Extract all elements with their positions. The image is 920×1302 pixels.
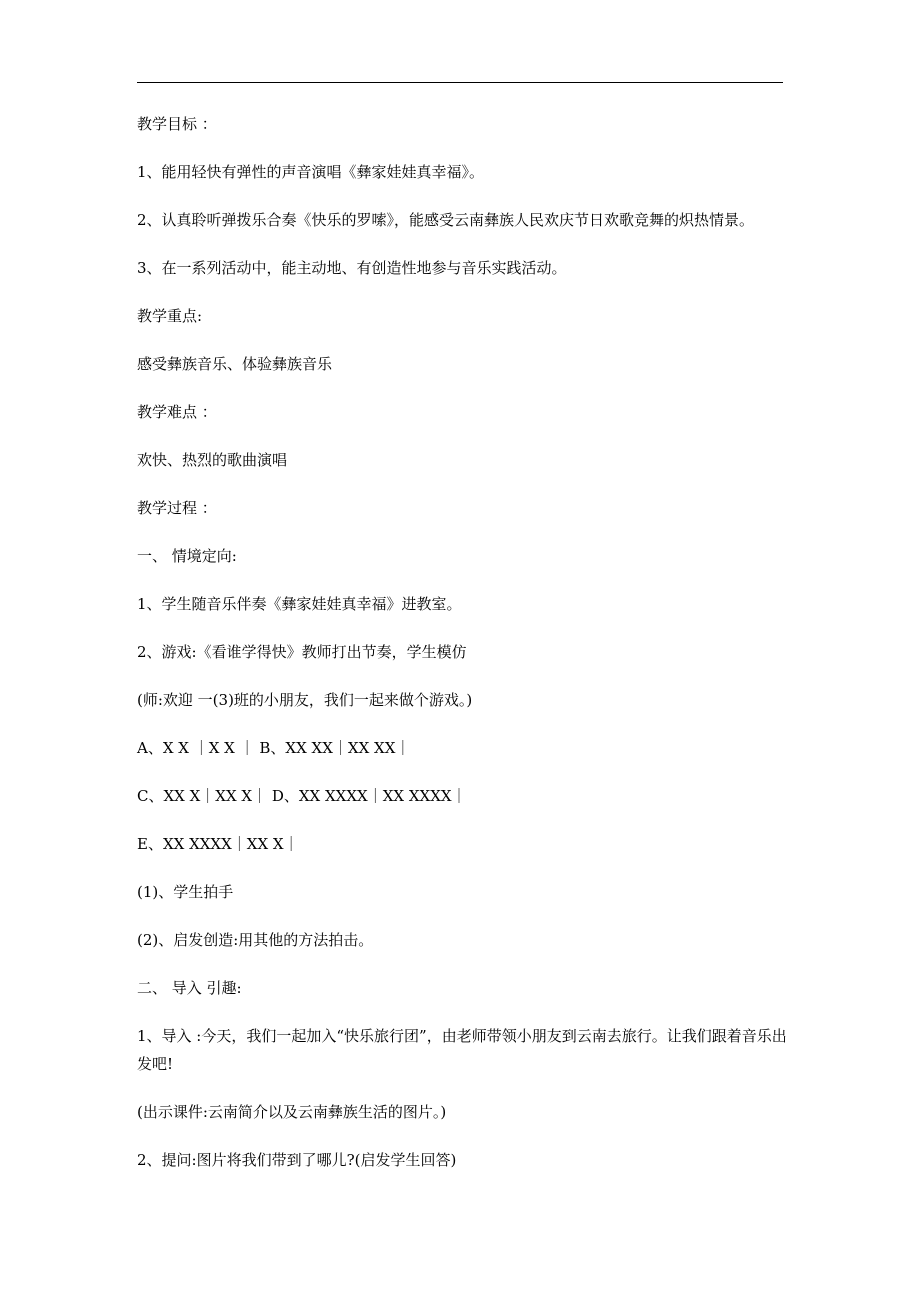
step-1-1: 1、学生随音乐伴奏《彝家娃娃真幸福》进教室。 — [137, 595, 462, 613]
rhythm-e: E、XX XXXX｜XX X｜ — [137, 835, 299, 853]
header-rule — [137, 82, 783, 83]
section-2-heading: 二、 导入 引趣: — [137, 979, 242, 997]
objectives-heading: 教学目标 ： — [137, 115, 217, 133]
objective-3: 3、在一系列活动中，能主动地、有创造性地参与音乐实践活动。 — [137, 259, 567, 277]
objective-1: 1、能用轻快有弹性的声音演唱《彝家娃娃真幸福》。 — [137, 163, 485, 181]
teacher-remark: (师:欢迎 一(3)班的小朋友，我们一起来做个游戏。) — [137, 691, 473, 709]
objective-2: 2、认真聆听弹拨乐合奏《快乐的罗嗦》，能感受云南彝族人民欢庆节日欢歌竞舞的炽热情景。 — [137, 211, 755, 229]
difficulties-heading: 教学难点 ： — [137, 403, 217, 421]
step-2-1: 1、导入 :今天，我们一起加入“快乐旅行团”，由老师带领小朋友到云南去旅行。让我们跟着音乐出发吧! — [137, 1027, 787, 1073]
process-heading: 教学过程 ： — [137, 499, 217, 517]
courseware-note: (出示课件:云南简介以及云南彝族生活的图片。) — [137, 1103, 447, 1121]
substep-2: (2)、启发创造:用其他的方法拍击。 — [137, 931, 374, 949]
difficulties-text: 欢快、热烈的歌曲演唱 — [137, 451, 288, 469]
step-2-2: 2、提问:图片将我们带到了哪儿?(启发学生回答) — [137, 1151, 457, 1169]
substep-1: (1)、学生拍手 — [137, 883, 234, 901]
step-1-2: 2、游戏:《看谁学得快》教师打出节奏，学生模仿 — [137, 643, 467, 661]
rhythm-a-b: A、X X ｜X X ｜ B、XX XX｜XX XX｜ — [137, 739, 411, 757]
document-body — [137, 110, 787, 1194]
key-points-text: 感受彝族音乐、体验彝族音乐 — [137, 355, 333, 373]
rhythm-c-d: C、XX X｜XX X｜ D、XX XXXX｜XX XXXX｜ — [137, 787, 467, 805]
section-1-heading: 一、 情境定向: — [137, 547, 237, 565]
key-points-heading: 教学重点: — [137, 307, 203, 325]
